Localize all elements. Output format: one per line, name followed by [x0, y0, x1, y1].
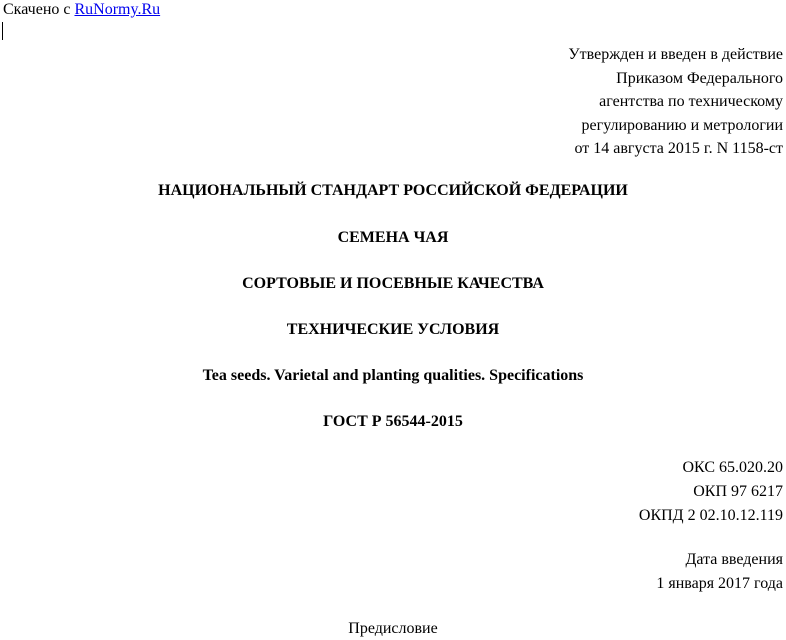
introduction-date-label: Дата введения	[685, 551, 783, 568]
document-title-line3: ТЕХНИЧЕСКИЕ УСЛОВИЯ	[286, 321, 500, 338]
source-prefix: Скачено с	[3, 1, 75, 18]
text-cursor	[2, 22, 3, 40]
okpd-code: ОКПД 2 02.10.12.119	[638, 507, 783, 524]
standard-designation: ГОСТ Р 56544-2015	[323, 413, 463, 430]
introduction-date-value: 1 января 2017 года	[656, 575, 783, 592]
source-link[interactable]: RuNormy.Ru	[74, 1, 161, 18]
classification-codes	[639, 456, 783, 528]
approval-line: Приказом Федерального	[616, 69, 783, 87]
okp-code: ОКП 97 6217	[693, 483, 783, 500]
approval-block	[568, 43, 783, 161]
approval-line: агентства по техническому	[599, 93, 783, 110]
approval-line: регулированию и метрологии	[581, 116, 783, 134]
introduction-date-block	[656, 548, 783, 596]
section-title-foreword: Предисловие	[348, 620, 438, 637]
document-title-line1: СЕМЕНА ЧАЯ	[337, 229, 449, 246]
oks-code: ОКС 65.020.20	[682, 459, 783, 476]
approval-line: Утвержден и введен в действие	[568, 46, 783, 63]
source-line	[3, 0, 160, 20]
document-title-line2: СОРТОВЫЕ И ПОСЕВНЫЕ КАЧЕСТВА	[242, 275, 544, 292]
approval-line: от 14 августа 2015 г. N 1158-ст	[574, 140, 783, 157]
english-title: Tea seeds. Varietal and planting qualities. Specifications	[202, 367, 584, 384]
national-standard-heading: НАЦИОНАЛЬНЫЙ СТАНДАРТ РОССИЙСКОЙ ФЕДЕРАЦИИ	[158, 182, 628, 199]
